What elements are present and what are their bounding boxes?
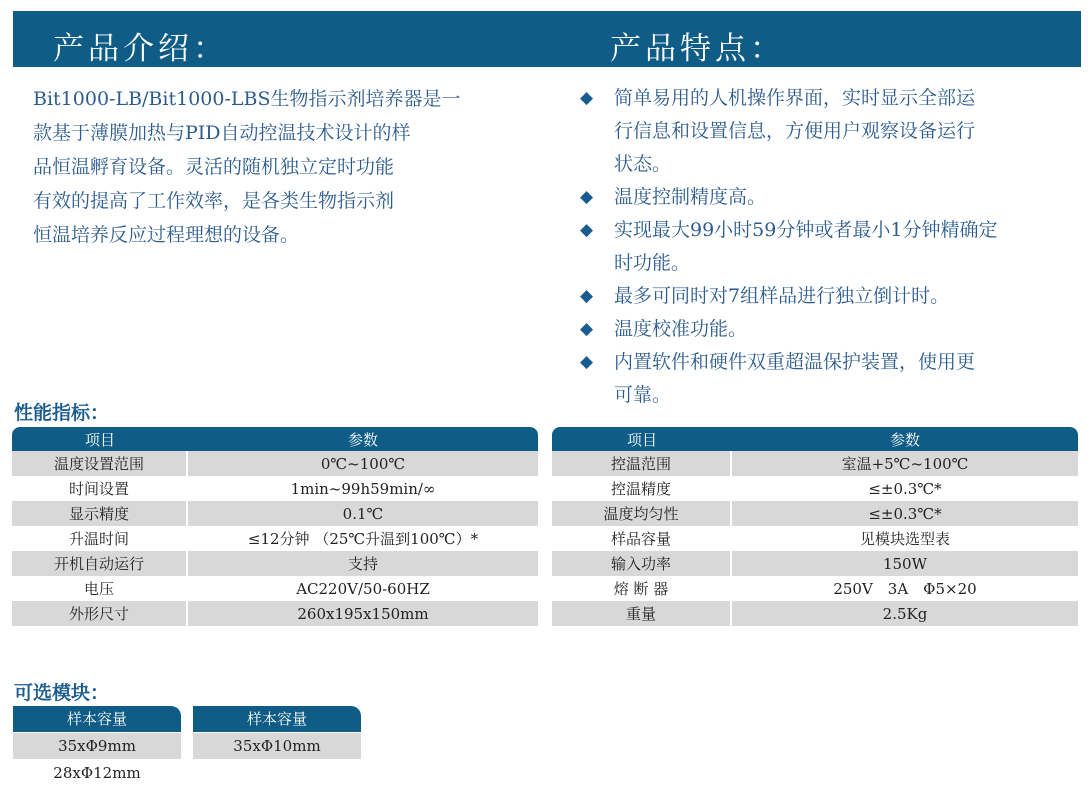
feature-line: 简单易用的人机操作界面，实时显示全部运	[614, 87, 976, 109]
table-row	[12, 601, 538, 626]
spec-table-right	[552, 427, 1078, 626]
feature-item	[580, 181, 1060, 214]
table-row	[12, 551, 538, 576]
table-row	[552, 551, 1078, 576]
feature-item	[580, 313, 1060, 346]
diamond-bullet-icon: ◆	[580, 220, 594, 240]
spec-name: 温度设置范围	[12, 451, 188, 476]
module-column-header: 样本容量	[13, 706, 181, 732]
spec-table-left	[12, 427, 538, 626]
diamond-bullet-icon: ◆	[580, 352, 594, 372]
spec-name: 温度均匀性	[552, 501, 732, 526]
column-header-item: 项目	[12, 427, 188, 451]
diamond-bullet-icon: ◆	[580, 319, 594, 339]
spec-name: 外形尺寸	[12, 601, 188, 626]
diamond-bullet-icon: ◆	[580, 286, 594, 306]
intro-line: Bit1000-LB/Bit1000-LBS生物指示剂培养器是一	[33, 88, 461, 110]
spec-value: 260x195x150mm	[188, 601, 538, 626]
spec-value: 2.5Kg	[732, 601, 1078, 626]
column-header-item: 项目	[552, 427, 732, 451]
spec-value: 支持	[188, 551, 538, 576]
spec-name: 输入功率	[552, 551, 732, 576]
feature-item	[580, 346, 1060, 412]
specs-heading: 性能指标：	[14, 402, 110, 424]
intro-line: 恒温培养反应过程理想的设备。	[33, 224, 300, 246]
spec-value: ≤±0.3℃*	[732, 501, 1078, 526]
module-value: 28xΦ12mm	[13, 760, 181, 786]
table-row	[552, 601, 1078, 626]
feature-line: 温度控制精度高。	[614, 186, 767, 208]
table-header-row	[12, 427, 538, 451]
table-row	[552, 526, 1078, 551]
spec-value: 室温+5℃~100℃	[732, 451, 1078, 476]
spec-name: 控温精度	[552, 476, 732, 501]
spec-value: 150W	[732, 551, 1078, 576]
spec-name: 升温时间	[12, 526, 188, 551]
feature-item	[580, 280, 1060, 313]
table-row	[12, 526, 538, 551]
feature-line: 内置软件和硬件双重超温保护装置，使用更	[614, 351, 976, 373]
column-header-param: 参数	[732, 427, 1078, 451]
table-row	[552, 501, 1078, 526]
spec-value: 0.1℃	[188, 501, 538, 526]
table-row	[12, 476, 538, 501]
spec-name: 开机自动运行	[12, 551, 188, 576]
table-row	[552, 451, 1078, 476]
feature-line: 温度校准功能。	[614, 318, 748, 340]
features-list	[580, 82, 1060, 412]
product-features-title: 产品特点：	[610, 31, 785, 67]
spec-value: ≤12分钟 （25℃升温到100℃）*	[188, 526, 538, 551]
feature-line: 实现最大99小时59分钟或者最小1分钟精确定	[614, 219, 998, 241]
module-column-header: 样本容量	[193, 706, 361, 732]
spec-value: AC220V/50-60HZ	[188, 576, 538, 601]
module-value: 35xΦ9mm	[13, 733, 181, 759]
spec-name: 控温范围	[552, 451, 732, 476]
feature-line: 可靠。	[614, 384, 672, 406]
spec-value: ≤±0.3℃*	[732, 476, 1078, 501]
module-value: 35xΦ10mm	[193, 733, 361, 759]
table-row	[12, 576, 538, 601]
feature-line: 行信息和设置信息，方便用户观察设备运行	[614, 120, 976, 142]
feature-line: 最多可同时对7组样品进行独立倒计时。	[614, 285, 950, 307]
intro-line: 品恒温孵育设备。灵活的随机独立定时功能	[33, 156, 395, 178]
spec-name: 时间设置	[12, 476, 188, 501]
spec-name: 电压	[12, 576, 188, 601]
spec-name: 熔 断 器	[552, 576, 732, 601]
spec-name: 显示精度	[12, 501, 188, 526]
product-intro-text	[33, 82, 513, 252]
diamond-bullet-icon: ◆	[580, 187, 594, 207]
diamond-bullet-icon: ◆	[580, 88, 594, 108]
spec-value: 1min~99h59min/∞	[188, 476, 538, 501]
spec-value: 250V 3A Φ5×20	[732, 576, 1078, 601]
table-row	[12, 501, 538, 526]
spec-value: 见模块选型表	[732, 526, 1078, 551]
table-row	[552, 576, 1078, 601]
spec-value: 0℃~100℃	[188, 451, 538, 476]
table-row	[12, 451, 538, 476]
intro-line: 有效的提高了工作效率，是各类生物指示剂	[33, 190, 395, 212]
feature-line: 时功能。	[614, 252, 691, 274]
header-banner	[13, 11, 1081, 67]
intro-line: 款基于薄膜加热与PID自动控温技术设计的样	[33, 122, 411, 144]
feature-line: 状态。	[614, 153, 672, 175]
column-header-param: 参数	[188, 427, 538, 451]
table-row	[552, 476, 1078, 501]
feature-item	[580, 214, 1060, 280]
product-intro-title: 产品介绍：	[53, 31, 228, 67]
spec-name: 重量	[552, 601, 732, 626]
spec-name: 样品容量	[552, 526, 732, 551]
feature-item	[580, 82, 1060, 181]
table-header-row	[552, 427, 1078, 451]
modules-heading: 可选模块：	[14, 682, 110, 704]
